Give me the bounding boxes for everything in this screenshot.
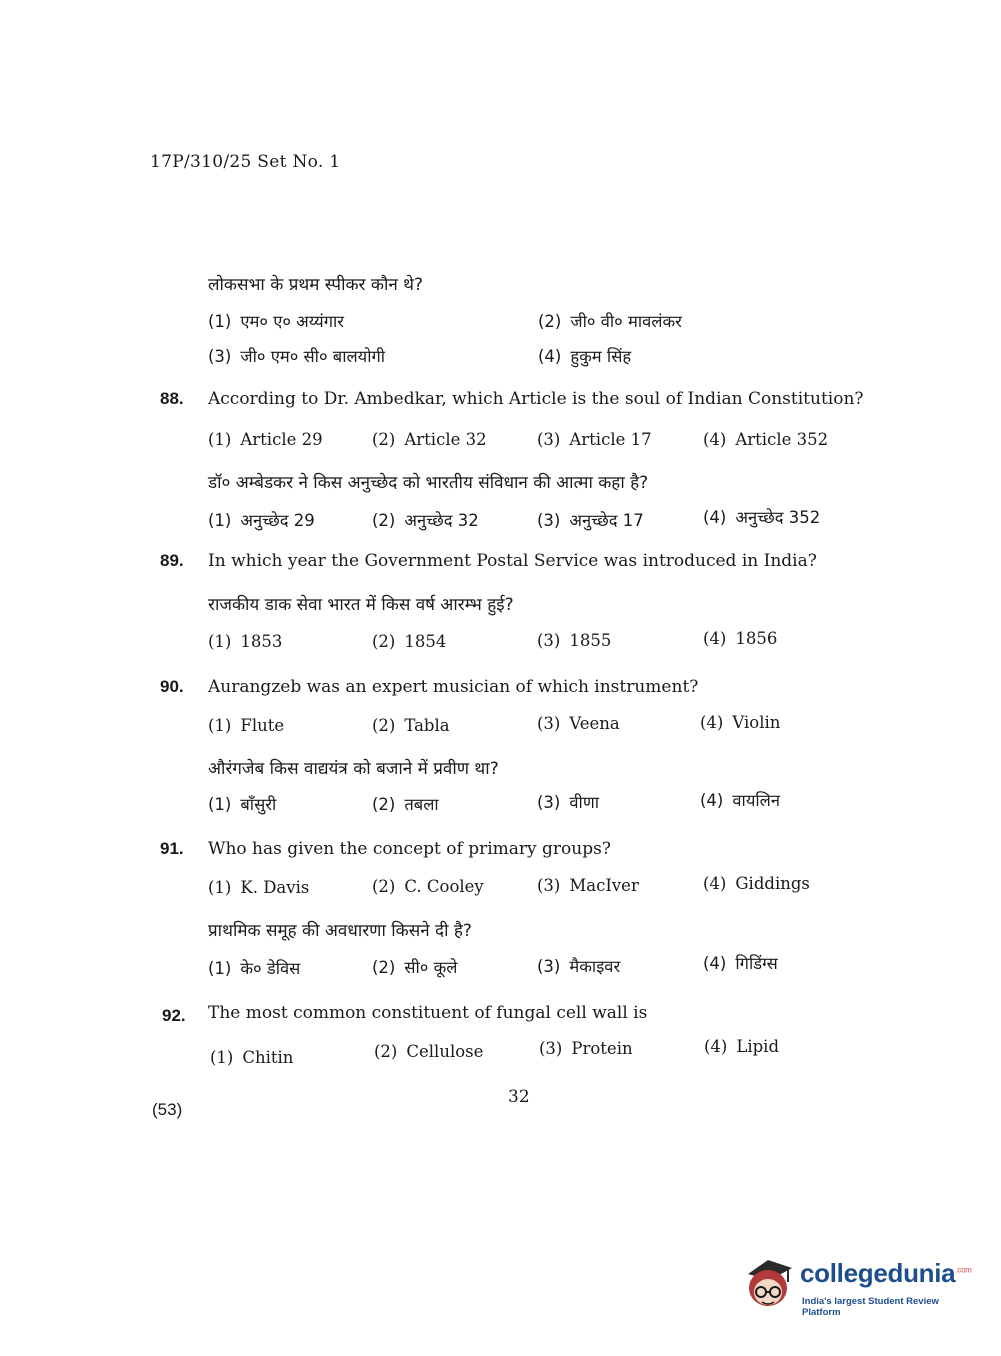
booklet-code: (53) [152,1100,183,1119]
q87-hindi-text: लोकसभा के प्रथम स्पीकर कौन थे? [208,275,424,295]
q92-option-1: (1) Chitin [210,1048,294,1067]
q87-option-1: (1) एम० ए० अय्यंगार [208,312,345,331]
q88-hindi-option-1: (1) अनुच्छेद 29 [208,511,315,530]
q91-hindi-option-2: (2) सी० कूले [372,958,458,977]
q91-option-1: (1) K. Davis [208,878,310,897]
logo-tagline: India's largest Student Review Platform [802,1296,939,1318]
q92-option-4: (4) Lipid [704,1037,780,1056]
q90-option-1: (1) Flute [208,716,285,735]
q90-hindi-option-3: (3) वीणा [537,793,600,812]
q90-hindi-option-1: (1) बाँसुरी [208,795,277,814]
q89-option-4: (4) 1856 [703,629,778,648]
q88-number: 88. [160,389,184,408]
q91-hindi-option-3: (3) मैकाइवर [537,957,621,976]
q91-option-3: (3) MacIver [537,876,639,895]
q91-hindi-option-1: (1) के० डेविस [208,959,301,978]
q87-option-4: (4) हुकुम सिंह [538,347,632,366]
collegedunia-logo[interactable] [742,1252,972,1316]
q91-option-4: (4) Giddings [703,874,810,893]
q89-option-3: (3) 1855 [537,631,612,650]
q89-number: 89. [160,551,184,570]
q90-option-2: (2) Tabla [372,716,450,735]
logo-wordmark: collegedunia$^{.com}$ [800,1258,972,1288]
q92-option-2: (2) Cellulose [374,1042,484,1061]
q90-option-4: (4) Violin [700,713,781,732]
q88-hindi-option-4: (4) अनुच्छेद 352 [703,508,821,527]
q92-option-3: (3) Protein [539,1039,633,1058]
q89-option-1: (1) 1853 [208,632,283,651]
mascot-icon [742,1252,800,1312]
q88-hindi-option-3: (3) अनुच्छेद 17 [537,511,644,530]
q88-option-4: (4) Article 352 [703,430,829,449]
q88-hindi-text: डॉ० अम्बेडकर ने किस अनुच्छेद को भारतीय संविधान की आत्मा कहा है? [208,473,649,493]
q87-option-3: (3) जी० एम० सी० बालयोगी [208,347,386,366]
q90-option-3: (3) Veena [537,714,620,733]
q90-number: 90. [160,677,184,696]
q92-number: 92. [162,1006,186,1025]
q92-text: The most common constituent of fungal cell wall is [208,1003,648,1023]
q90-hindi-option-4: (4) वायलिन [700,791,781,810]
q88-option-3: (3) Article 17 [537,430,652,449]
q91-hindi-option-4: (4) गिडिंग्स [703,954,778,973]
q91-text: Who has given the concept of primary groups? [208,839,611,859]
q91-hindi-text: प्राथमिक समूह की अवधारणा किसने दी है? [208,921,472,941]
q87-option-2: (2) जी० वी० मावलंकर [538,312,682,331]
q88-option-1: (1) Article 29 [208,430,323,449]
q90-text: Aurangzeb was an expert musician of which instrument? [208,677,699,697]
q90-hindi-option-2: (2) तबला [372,795,439,814]
q89-hindi-text: राजकीय डाक सेवा भारत में किस वर्ष आरम्भ हुई? [208,595,514,615]
exam-code-header: 17P/310/25 Set No. 1 [150,152,341,172]
q91-option-2: (2) C. Cooley [372,877,484,896]
q89-option-2: (2) 1854 [372,632,447,651]
q90-hindi-text: औरंगजेब किस वाद्ययंत्र को बजाने में प्रवीण था? [208,759,499,779]
q88-text: According to Dr. Ambedkar, which Article is the soul of Indian Constitution? [208,389,864,409]
page-number: 32 [508,1087,530,1107]
q88-option-2: (2) Article 32 [372,430,487,449]
q88-hindi-option-2: (2) अनुच्छेद 32 [372,511,479,530]
q91-number: 91. [160,839,184,858]
q89-text: In which year the Government Postal Service was introduced in India? [208,551,817,571]
